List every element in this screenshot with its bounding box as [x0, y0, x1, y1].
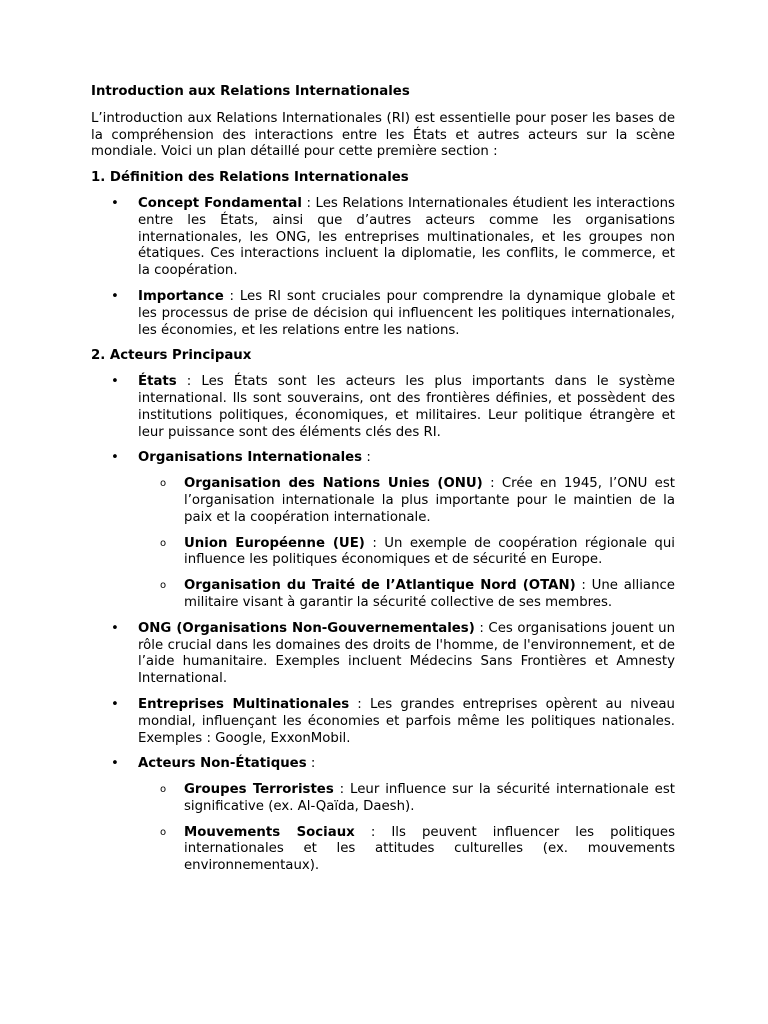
section-heading: 1. Définition des Relations Internationales — [91, 170, 409, 186]
bullet-icon: • — [111, 195, 119, 211]
bullet-icon: • — [111, 756, 119, 772]
sub-bullet-list — [138, 782, 675, 875]
item-term: Groupes Terroristes — [184, 782, 334, 798]
item-text: : Ils peuvent influencer les politiques internationales et les attitudes culturelles (ex. mouvements environnementaux). — [184, 824, 675, 874]
list-item — [91, 756, 675, 875]
item-term: Organisations Internationales — [138, 450, 363, 466]
section-heading: 2. Acteurs Principaux — [91, 348, 252, 364]
item-term: Organisation des Nations Unies (ONU) — [184, 476, 483, 492]
sub-list-item — [138, 578, 675, 612]
list-item — [91, 196, 675, 280]
bullet-icon: • — [111, 374, 119, 390]
sub-list-item — [138, 825, 675, 875]
item-text: : — [306, 756, 316, 772]
bullet-list — [91, 374, 675, 875]
item-text: : Leur influence sur la sécurité internationale est significative (ex. Al-Qaïda, Daesh). — [184, 782, 675, 814]
list-item — [91, 289, 675, 339]
item-text: : Ces organisations jouent un rôle crucial dans les domaines des droits de l'homme, de l'environnement, et de l’aide humanitaire. Exemples incluent Médecins Sans Frontières et Amnesty International. — [138, 620, 675, 687]
list-item — [91, 374, 675, 441]
item-text: : Une alliance militaire visant à garantir la sécurité collective de ses membres. — [184, 578, 675, 610]
sub-bullet-list — [138, 476, 675, 612]
document-body — [91, 84, 675, 884]
item-text: : Les États sont les acteurs les plus importants dans le système international. Ils sont souverains, ont des frontières définies, et possèdent des institutions politiques, économiques, et militaires. Leur politique étrangère et leur puissance sont des éléments clés des RI. — [138, 374, 675, 440]
item-term: États — [138, 374, 177, 390]
item-term: Mouvements Sociaux — [184, 824, 355, 840]
sub-list-item — [138, 476, 675, 526]
item-term: ONG (Organisations Non-Gouvernementales) — [138, 620, 475, 636]
sub-bullet-icon: o — [160, 826, 167, 838]
item-term: Acteurs Non-Étatiques — [138, 756, 307, 772]
item-text: : Crée en 1945, l’ONU est l’organisation internationale la plus importante pour le maintien de la paix et la coopération internationale. — [184, 476, 675, 525]
item-text: : Les RI sont cruciales pour comprendre la dynamique globale et les processus de prise de décision qui influencent les politiques internationales, les économies, et les relations entre les nations. — [138, 288, 675, 338]
item-text: : Les Relations Internationales étudient les interactions entre les États, ainsi que d’autres acteurs comme les organisations internationales, les ONG, les entreprises multinationales, et les groupes non étatiques. Ces interactions incluent la diplomatie, les conflits, le commerce, et la coopération. — [138, 195, 675, 279]
item-term: Entreprises Multinationales — [138, 696, 350, 712]
list-item — [91, 621, 675, 688]
sub-bullet-icon: o — [160, 784, 167, 796]
sub-list-item — [138, 536, 675, 570]
document-title: Introduction aux Relations Internationales — [91, 84, 410, 99]
bullet-icon: • — [111, 620, 119, 636]
sub-list-item — [138, 782, 675, 816]
intro-paragraph: L’introduction aux Relations Internationales (RI) est essentielle pour poser les bases de la compréhension des interactions entre les États et autres acteurs sur la scène mondiale. Voici un plan détaillé pour cette première section : — [91, 110, 675, 160]
sub-bullet-icon: o — [160, 478, 167, 490]
item-term: Union Européenne (UE) — [184, 535, 365, 551]
item-text: : Les grandes entreprises opèrent au niveau mondial, influençant les économies et parfois même les politiques nationales. Exemples : Google, ExxonMobil. — [138, 696, 675, 746]
bullet-list — [91, 196, 675, 339]
sub-bullet-icon: o — [160, 580, 167, 592]
sub-bullet-icon: o — [160, 537, 167, 549]
bullet-icon: • — [111, 450, 119, 466]
item-term: Importance — [138, 288, 224, 304]
item-term: Organisation du Traité de l’Atlantique Nord (OTAN) — [184, 578, 576, 594]
item-term: Concept Fondamental — [138, 195, 302, 211]
list-item — [91, 450, 675, 611]
item-text: : Un exemple de coopération régionale qui influence les politiques économiques et de sécurité en Europe. — [184, 535, 675, 568]
bullet-icon: • — [111, 288, 119, 304]
list-item — [91, 697, 675, 747]
item-text: : — [362, 450, 371, 466]
bullet-icon: • — [111, 696, 119, 712]
